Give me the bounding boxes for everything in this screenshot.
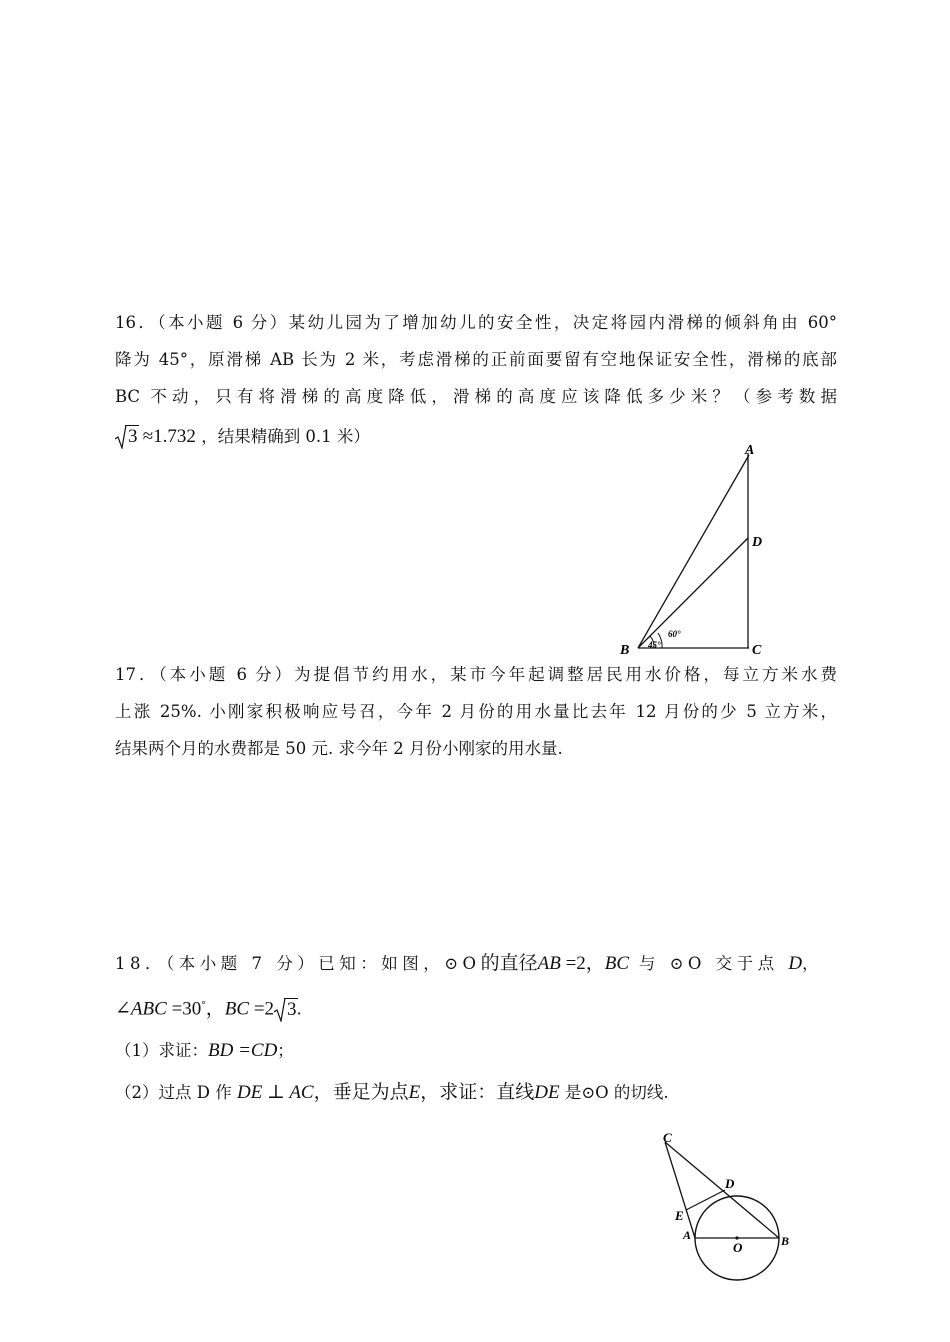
q18-part-2-e: E — [408, 1082, 421, 1103]
q18-angle: ∠ABC — [115, 998, 167, 1020]
q18-part-2-label: （2）过点 D 作 — [115, 1083, 237, 1102]
q16-label-C: C — [752, 643, 762, 658]
q17-line-1: 17．（本小题 6 分）为提倡节约用水，某市今年起调整居民用水价格，每立方米水费 — [115, 665, 837, 684]
q18-label-O: O — [733, 1240, 743, 1255]
q16-line-1: 16．（本小题 6 分）某幼儿园为了增加幼儿的安全性，决定将园内滑梯的倾斜角由 60° — [115, 313, 837, 332]
q18-eq2: =2 — [249, 998, 275, 1020]
q18-eq: =2， — [560, 953, 605, 974]
q18-ab: AB — [537, 953, 561, 974]
q18-part-2-mid: ，垂足为点 — [313, 1082, 409, 1103]
q18-label-C: C — [663, 1130, 672, 1145]
q18-line-1-c: 与 ⊙O 交于点 — [629, 954, 789, 973]
q16-line-4 — [115, 427, 370, 447]
q18-comma: ， — [205, 998, 225, 1020]
q18-part-2 — [115, 1083, 669, 1103]
q17-line-2: 上涨 25%. 小刚家积极响应号召，今年 2 月份的用水量比去年 12 月份的少 5 立方米， — [115, 702, 837, 721]
q18-eq1: =30 — [166, 998, 202, 1020]
q18-line-2-end: . — [296, 999, 302, 1019]
q18-part-1 — [115, 1041, 294, 1061]
q18-line-2 — [115, 996, 302, 1020]
q16-angle-60: 60° — [668, 629, 681, 639]
q18-label-B: B — [781, 1234, 790, 1248]
q18-sqrt — [274, 1000, 297, 1020]
q18-label-E: E — [675, 1208, 684, 1223]
q18-bc: BC — [604, 953, 630, 974]
q18-part-2-mid2: ，求证：直线 — [420, 1082, 535, 1103]
q16-sqrt-value: 3 — [128, 426, 138, 447]
q18-figure — [655, 1128, 805, 1288]
q16-angle-45: 45° — [648, 640, 661, 650]
q18-part-2-math: DE ⊥ AC — [236, 1082, 314, 1103]
q18-part-1-math: BD =CD — [208, 1040, 278, 1061]
q18-part-1-end: ； — [277, 1041, 294, 1060]
q16-sqrt — [115, 427, 138, 447]
q16-label-A: A — [745, 443, 755, 458]
q18-sqrt-value: 3 — [287, 998, 297, 1020]
q18-label-A: A — [683, 1228, 692, 1242]
q18-line-1 — [115, 954, 837, 974]
q16-approx: ≈1.732 — [142, 426, 196, 447]
q18-label-D: D — [725, 1176, 735, 1191]
q17-line-3: 结果两个月的水费都是 50 元. 求今年 2 月份小刚家的用水量. — [115, 739, 563, 758]
q16-label-B: B — [620, 643, 630, 658]
q16-line-4-tail: ，结果精确到 0.1 米） — [201, 427, 370, 446]
q18-part-2-de: DE — [534, 1082, 560, 1103]
q18-d: D — [788, 953, 803, 974]
q18-part-2-end: 是⊙O 的切线. — [559, 1083, 669, 1102]
q18-part-1-label: （1）求证： — [115, 1041, 208, 1060]
q18-line-1-a: 18．（本小题 7 分）已知：如图，⊙O — [115, 954, 481, 973]
q18-line-1-end: ， — [802, 954, 819, 973]
q16-label-D: D — [752, 535, 763, 550]
q16-line-3: BC 不动，只有将滑梯的高度降低，滑梯的高度应该降低多少米？（参考数据 — [115, 387, 837, 406]
q18-bc2: BC — [224, 998, 250, 1020]
q16-figure — [610, 440, 780, 660]
q18-line-1-b: 的直径 — [480, 953, 538, 974]
q18-deg: ° — [201, 1001, 206, 1011]
q16-line-2: 降为 45°，原滑梯 AB 长为 2 米，考虑滑梯的正前面要留有空地保证安全性，滑梯的底部 — [115, 350, 837, 369]
